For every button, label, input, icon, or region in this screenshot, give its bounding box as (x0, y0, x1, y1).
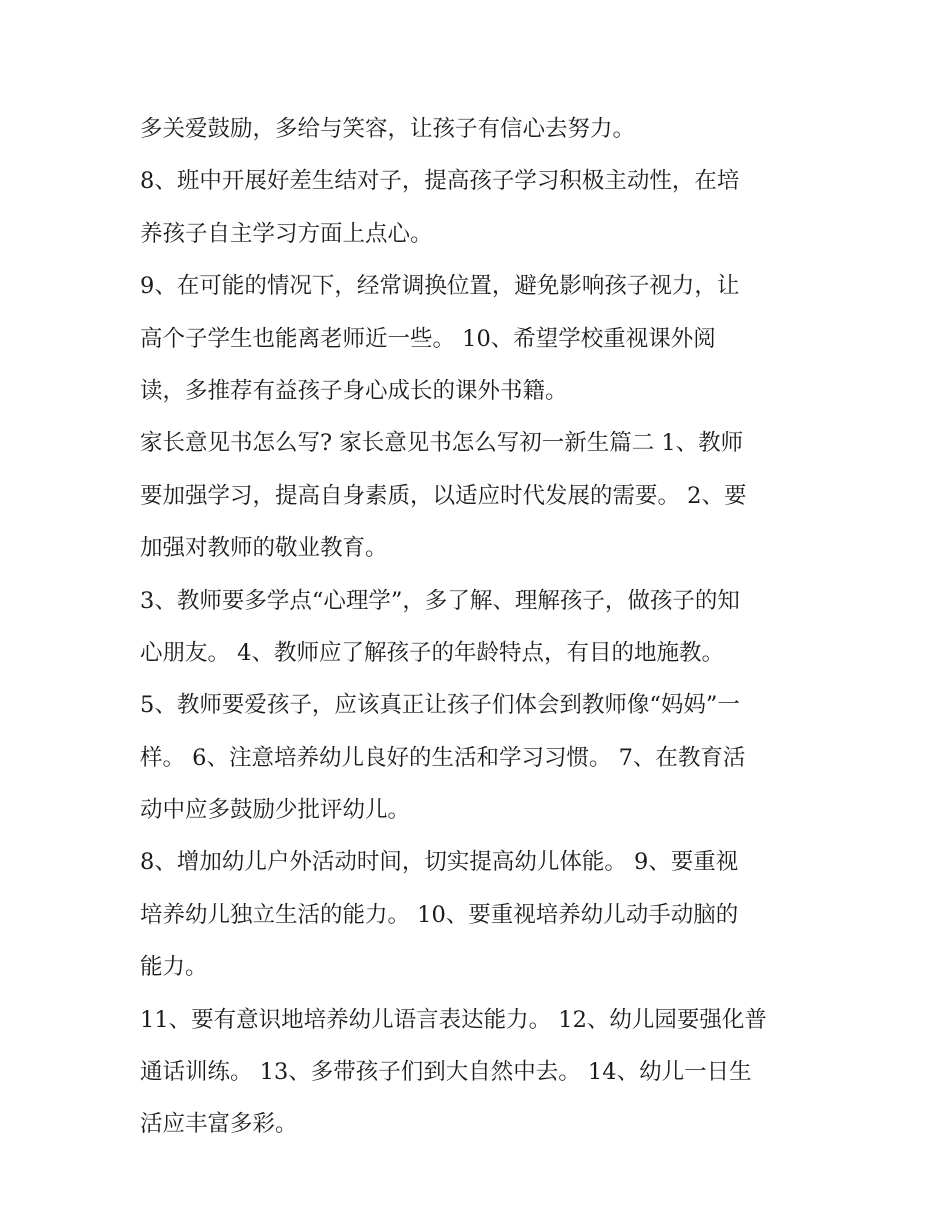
text-line: 8、增加幼儿户外活动时间，切实提高幼儿体能。 9、要重视 (140, 849, 739, 876)
text-line: 动中应多鼓励少批评幼儿。 (140, 797, 411, 824)
text-line: 加强对教师的敬业教育。 (140, 535, 388, 562)
text-line: 家长意见书怎么写? 家长意见书怎么写初一新生篇二 1、教师 (140, 430, 744, 457)
text-line: 读，多推荐有益孩子身心成长的课外书籍。 (140, 377, 568, 404)
text-line: 11、要有意识地培养幼儿语言表达能力。 12、幼儿园要强化普 (140, 1006, 767, 1033)
text-line: 多关爱鼓励，多给与笑容，让孩子有信心去努力。 (140, 116, 636, 142)
text-line: 心朋友。 4、教师应了解孩子的年龄特点，有目的地施教。 (140, 639, 724, 666)
text-line: 培养幼儿独立生活的能力。 10、要重视培养幼儿动手动脑的 (140, 901, 739, 928)
text-line: 活应丰富多彩。 (140, 1111, 298, 1138)
text-line: 养孩子自主学习方面上点心。 (140, 220, 433, 247)
text-line: 9、在可能的情况下，经常调换位置，避免影响孩子视力，让 (140, 273, 740, 300)
text-line: 8、班中开展好差生结对子，提高孩子学习积极主动性，在培 (140, 168, 740, 195)
text-line: 通话训练。 13、多带孩子们到大自然中去。 14、幼儿一日生 (140, 1059, 752, 1086)
text-line: 3、教师要多学点“心理学”，多了解、理解孩子，做孩子的知 (140, 587, 740, 614)
text-line: 要加强学习，提高自身素质，以适应时代发展的需要。 2、要 (140, 482, 747, 509)
text-line: 样。 6、注意培养幼儿良好的生活和学习习惯。 7、在教育活 (140, 744, 746, 771)
text-line: 5、教师要爱孩子，应该真正让孩子们体会到教师像“妈妈”一 (140, 692, 740, 719)
document-body (140, 103, 820, 1151)
text-line: 高个子学生也能离老师近一些。 10、希望学校重视课外阅 (140, 325, 716, 352)
text-line: 能力。 (140, 954, 208, 981)
